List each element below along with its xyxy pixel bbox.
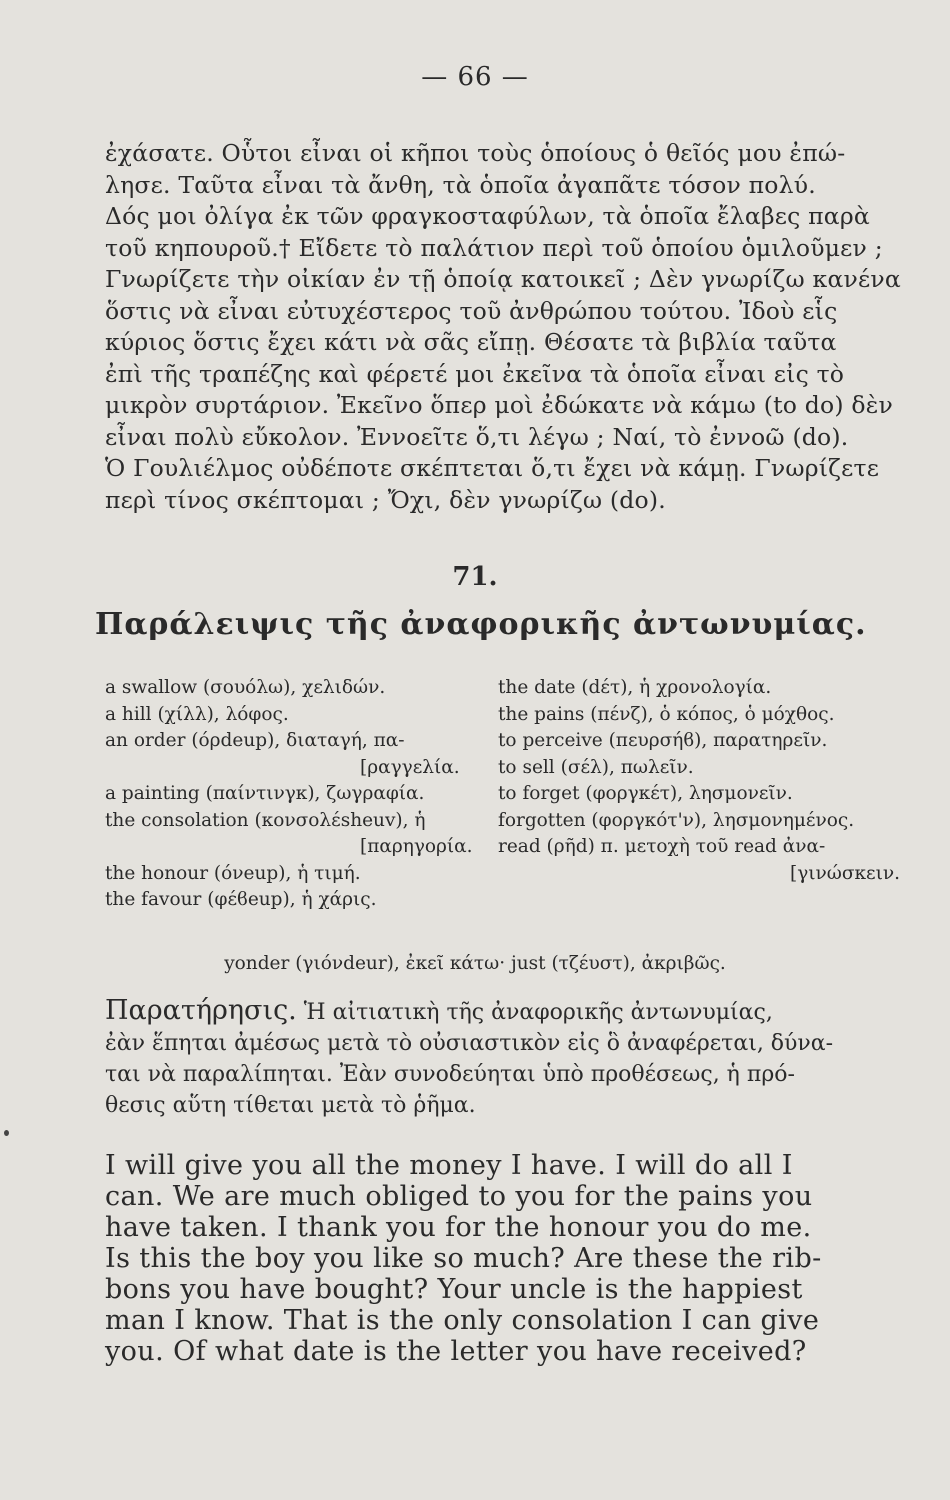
vocab-entry: to perceive (πευρσήϐ), παρατηρεῖν. (498, 730, 828, 751)
text-line: bons you have bought? Your uncle is the happiest (105, 1274, 803, 1305)
vocab-entry: to sell (σέλ), πωλεῖν. (498, 756, 694, 778)
vocab-entry: forgotten (φοργκότ'ν), λησμονημένος. (498, 809, 855, 831)
text-line: τοῦ κηπουροῦ.† Εἴδετε τὸ παλάτιον περὶ τοῦ ὁποίου ὁμιλοῦμεν ; (105, 233, 883, 262)
vocab-entry: the favour (φέϐeup), ἡ χάρις. (105, 889, 377, 910)
vocab-entry: a hill (χίλλ), λόφος. (105, 703, 289, 725)
note-line: θεσις αὕτη τίθεται μετὰ τὸ ῥῆμα. (105, 1093, 476, 1118)
greek-exercise-paragraph (105, 138, 905, 516)
text-line: I will give you all the money I have. I will do all I (105, 1150, 793, 1181)
text-line: ἐχάσατε. Οὗτοι εἶναι οἱ κῆποι τοὺς ὁποίους ὁ θεῖός μου ἐπώ- (105, 139, 846, 167)
vocab-entry: a swallow (σουόλω), χελιδών. (105, 677, 386, 698)
text-line: μικρὸν συρτάριον. Ἐκεῖνο ὅπερ μοὶ ἐδώκατε νὰ κάμω (to do) δὲν (105, 391, 894, 419)
vocab-entry: an order (όρdeup), διαταγή, πα- (105, 730, 405, 751)
text-line: Δός μοι ὀλίγα ἐκ τῶν φραγκοσταφύλων, τὰ ὁποῖα ἔλαβες παρὰ (105, 202, 870, 230)
text-line: Is this the boy you like so much? Are these the rib- (105, 1243, 822, 1274)
text-line: λησε. Ταῦτα εἶναι τὰ ἄνθη, τὰ ὁποῖα ἀγαπᾶτε τόσον πολύ. (105, 170, 816, 199)
text-line: man I know. That is the only consolation I can give (105, 1305, 820, 1336)
vocab-entry: a painting (παίντινγκ), ζωγραφία. (105, 783, 425, 804)
text-line: περὶ τίνος σκέπτομαι ; Ὄχι, δὲν γνωρίζω (do). (105, 485, 666, 514)
vocab-entry: the consolation (κονσολέsheuv), ἡ (105, 809, 426, 831)
text-line: you. Of what date is the letter you have received? (105, 1336, 807, 1367)
english-exercise-paragraph (105, 1150, 920, 1367)
text-line: ἐπὶ τῆς τραπέζης καὶ φέρετέ μοι ἐκεῖνα τὰ ὁποῖα εἶναι εἰς τὸ (105, 359, 845, 388)
margin-speck (4, 1130, 9, 1136)
vocab-entry: the date (dέτ), ἡ χρονολογία. (498, 677, 772, 698)
vocabulary-left-column (105, 675, 485, 914)
vocab-entry: to forget (φοργκέτ), λησμονεῖν. (498, 783, 793, 804)
vocabulary-final-line: yonder (γιόνdeur), ἐκεῖ κάτω· just (τζέυστ), ἀκριβῶς. (224, 953, 726, 974)
vocab-entry-continuation: [παρηγορία. (360, 836, 473, 857)
grammar-note (105, 995, 915, 1121)
page-number: — 66 — (421, 62, 529, 92)
text-line: can. We are much obliged to you for the pains you (105, 1181, 813, 1212)
note-line (105, 995, 915, 1028)
vocab-entry: the pains (πένζ), ὁ κόπος, ὁ μόχθος. (498, 703, 835, 725)
note-lead: Παρατήρησις. (105, 995, 297, 1026)
vocab-entry-continuation: [γινώσκειν. (790, 862, 901, 884)
text-line: εἶναι πολὺ εὔκολον. Ἐννοεῖτε ὅ,τι λέγω ; Ναί, τὸ ἐννοῶ (do). (105, 422, 849, 451)
vocabulary-right-column (498, 675, 918, 887)
note-line: ται νὰ παραλίπηται. Ἐὰν συνοδεύηται ὑπὸ προθέσεως, ἡ πρό- (105, 1062, 795, 1087)
vocab-entry: read (ρῆd) π. μετοχὴ τοῦ read ἀνα- (498, 836, 826, 857)
text-line: have taken. I thank you for the honour you do me. (105, 1212, 812, 1243)
text-line: ὅστις νὰ εἶναι εὐτυχέστερος τοῦ ἀνθρώπου τούτου. Ἰδοὺ εἷς (105, 296, 838, 325)
text-line: κύριος ὅστις ἔχει κάτι νὰ σᾶς εἴπῃ. Θέσατε τὰ βιβλία ταῦτα (105, 328, 837, 356)
text-line: Γνωρίζετε τὴν οἰκίαν ἐν τῇ ὁποίᾳ κατοικεῖ ; Δὲν γνωρίζω κανένα (105, 265, 901, 293)
note-line: ἐὰν ἕπηται ἀμέσως μετὰ τὸ οὐσιαστικὸν εἰς ὃ ἀναφέρεται, δύνα- (105, 1031, 834, 1056)
note-text: Ἡ αἰτιατικὴ τῆς ἀναφορικῆς ἀντωνυμίας, (296, 1000, 773, 1025)
lesson-title: Παράλειψις τῆς ἀναφορικῆς ἀντωνυμίας. (95, 607, 867, 642)
vocab-entry-continuation: [ραγγελία. (360, 756, 460, 778)
vocab-entry: the honour (όνeup), ἡ τιμή. (105, 862, 361, 884)
lesson-number: 71. (452, 562, 498, 592)
text-line: Ὁ Γουλιέλμος οὐδέποτε σκέπτεται ὅ,τι ἔχει νὰ κάμῃ. Γνωρίζετε (105, 454, 880, 482)
